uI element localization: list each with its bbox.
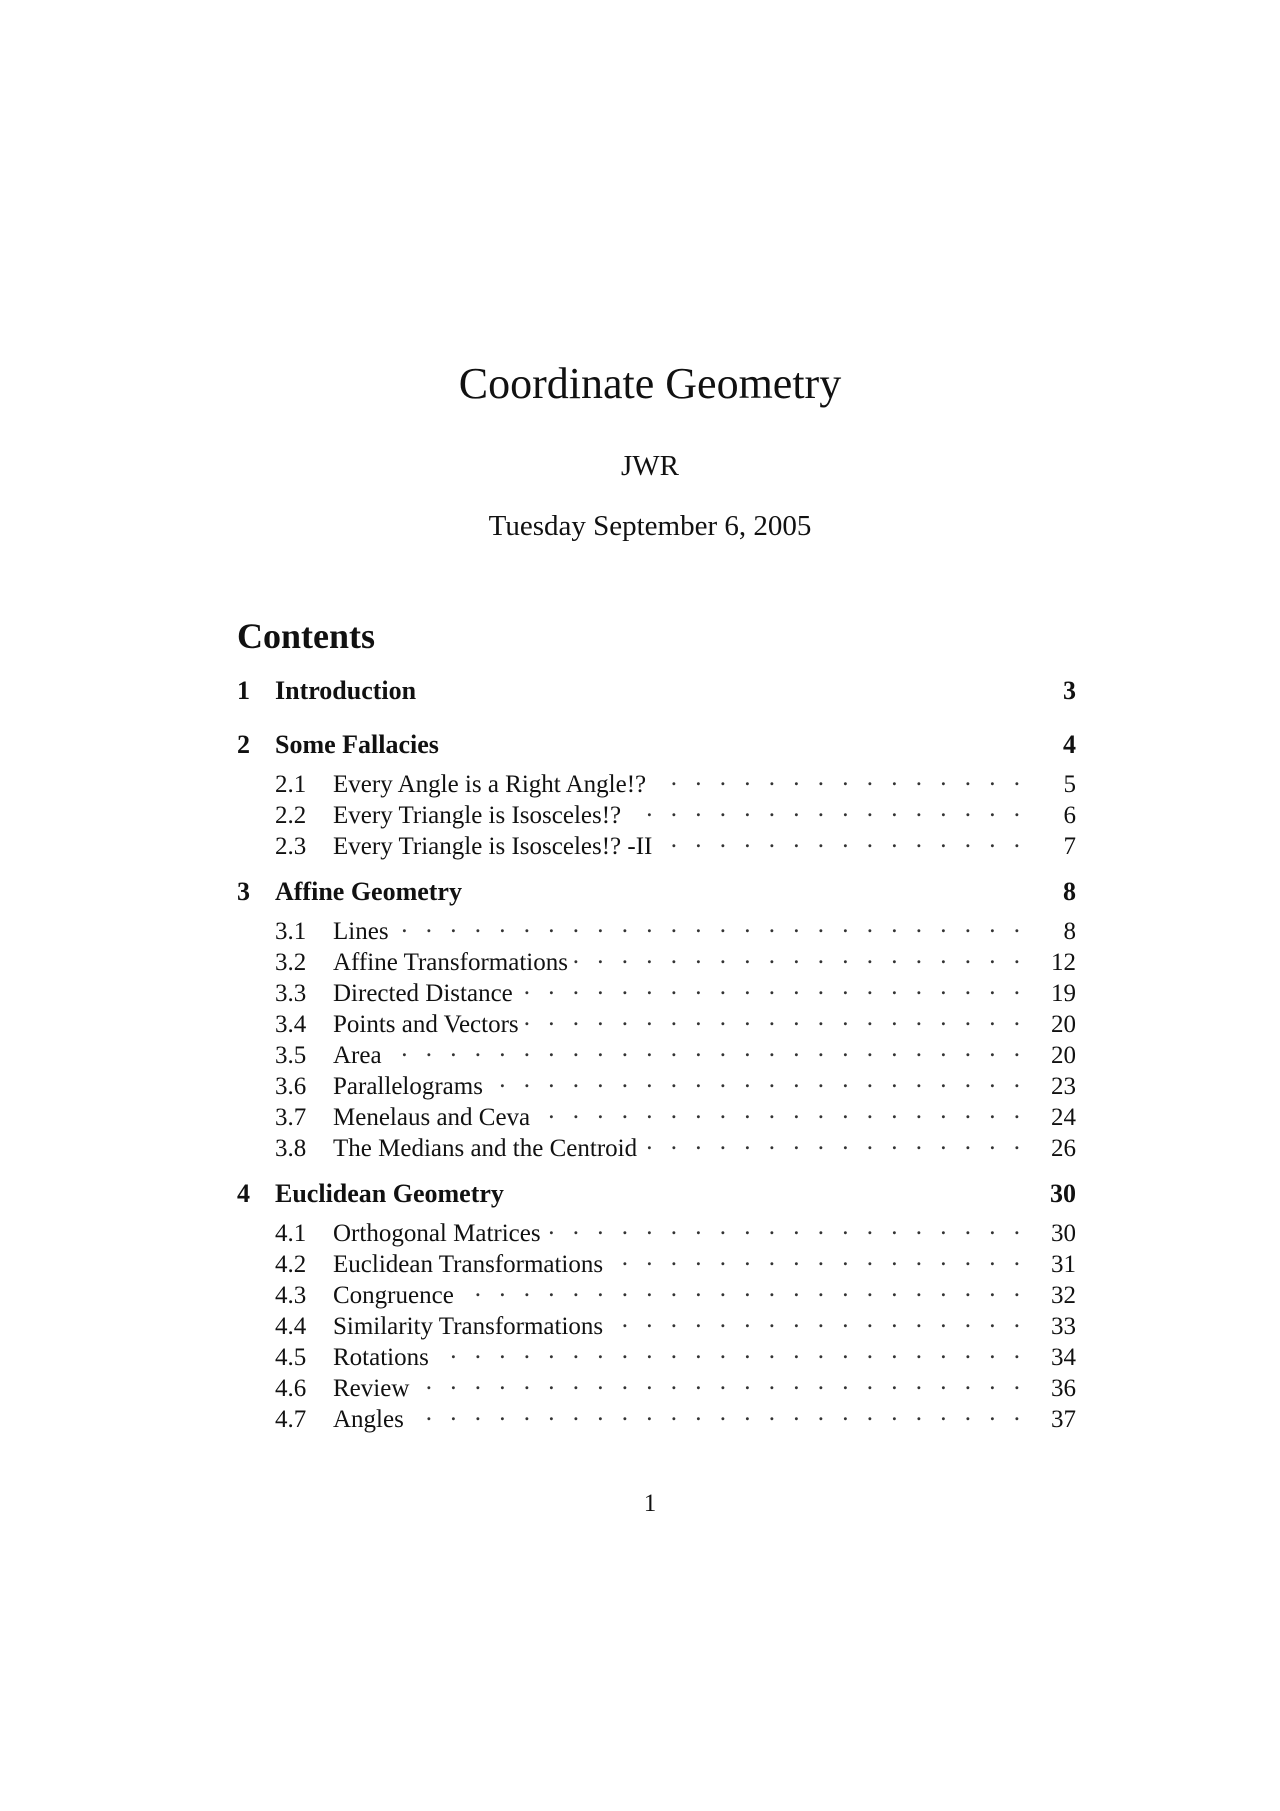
dot-leader <box>410 1399 1026 1427</box>
toc-subsection-page: 36 <box>1051 1375 1076 1402</box>
dot-leader <box>388 1035 1026 1063</box>
toc-subsection-page: 6 <box>1063 802 1076 829</box>
toc-subsection-page: 37 <box>1051 1406 1076 1433</box>
toc-section-page: 30 <box>1050 1179 1076 1208</box>
toc-subsection-title: Parallelograms <box>333 1073 483 1100</box>
toc-section-number: 2 <box>237 730 250 759</box>
toc-subsection-entry[interactable] <box>237 1337 1076 1371</box>
toc-subsection-title: The Medians and the Centroid <box>333 1135 638 1162</box>
toc-subsection-entry[interactable] <box>237 1004 1076 1038</box>
toc-subsection-number: 3.3 <box>275 980 307 1007</box>
dot-leader <box>525 1004 1026 1032</box>
dot-leader <box>609 1244 1026 1272</box>
page-number: 1 <box>643 1490 657 1517</box>
toc-subsection-entry[interactable] <box>237 1035 1076 1069</box>
toc-section-title: Introduction <box>275 676 417 705</box>
toc-section-number: 1 <box>237 676 250 705</box>
toc-subsection-page: 32 <box>1051 1282 1076 1309</box>
toc-subsection-number: 3.6 <box>275 1073 307 1100</box>
toc-section <box>237 730 1076 860</box>
toc-section-number: 3 <box>237 877 250 906</box>
table-of-contents <box>237 676 1076 1450</box>
toc-subsection-number: 4.3 <box>275 1282 307 1309</box>
dot-leader <box>395 911 1026 939</box>
toc-subsection-entry[interactable] <box>237 1128 1076 1162</box>
toc-subsection-number: 4.5 <box>275 1344 307 1371</box>
dot-leader <box>435 1337 1026 1365</box>
toc-subsection-number: 3.2 <box>275 949 307 976</box>
toc-subsection-page: 31 <box>1051 1251 1076 1278</box>
toc-subsection-entry[interactable] <box>237 1368 1076 1402</box>
toc-section-entry[interactable] <box>237 676 1076 710</box>
toc-subsection-entry[interactable] <box>237 1244 1076 1278</box>
toc-subsection-title: Directed Distance <box>333 980 513 1007</box>
toc-subsection-title: Affine Transformations <box>333 949 568 976</box>
toc-subsection-title: Rotations <box>333 1344 429 1371</box>
toc-subsection-page: 26 <box>1051 1135 1076 1162</box>
toc-subsection-entry[interactable] <box>237 1399 1076 1433</box>
toc-subsection-entry[interactable] <box>237 826 1076 860</box>
toc-subsection-title: Every Triangle is Isosceles!? <box>333 802 622 829</box>
toc-subsection-title: Points and Vectors <box>333 1011 519 1038</box>
toc-subsection-entry[interactable] <box>237 1306 1076 1340</box>
toc-subsection-title: Area <box>333 1042 382 1069</box>
toc-subsection-number: 4.2 <box>275 1251 307 1278</box>
toc-subsection-number: 4.7 <box>275 1406 307 1433</box>
toc-subsection-page: 20 <box>1051 1011 1076 1038</box>
dot-leader <box>547 1213 1026 1241</box>
toc-subsection-number: 4.4 <box>275 1313 307 1340</box>
dot-leader <box>574 942 1026 970</box>
toc-subsection-entry[interactable] <box>237 911 1076 945</box>
toc-subsection-number: 3.1 <box>275 918 307 945</box>
toc-subsection-title: Similarity Transformations <box>333 1313 604 1340</box>
toc-subsection-title: Lines <box>333 918 389 945</box>
toc-subsection-title: Angles <box>333 1406 404 1433</box>
dot-leader <box>609 1306 1026 1334</box>
dot-leader <box>519 973 1026 1001</box>
dot-leader <box>460 1275 1026 1303</box>
toc-subsection-entry[interactable] <box>237 973 1076 1007</box>
toc-subsection-entry[interactable] <box>237 764 1076 798</box>
toc-subsection-page: 8 <box>1063 918 1076 945</box>
toc-subsection-entry[interactable] <box>237 1275 1076 1309</box>
toc-section <box>237 676 1076 710</box>
toc-section-number: 4 <box>237 1179 250 1208</box>
toc-subsection-number: 3.8 <box>275 1135 307 1162</box>
toc-section-page: 4 <box>1063 730 1076 759</box>
toc-subsection-number: 2.2 <box>275 802 307 829</box>
toc-subsection-title: Euclidean Transformations <box>333 1251 604 1278</box>
toc-subsection-page: 33 <box>1051 1313 1076 1340</box>
document-title: Coordinate Geometry <box>458 359 842 408</box>
toc-subsection-page: 30 <box>1051 1220 1076 1247</box>
dot-leader <box>658 826 1026 854</box>
dot-leader <box>536 1097 1026 1125</box>
toc-subsection-page: 20 <box>1051 1042 1076 1069</box>
toc-subsection-title: Congruence <box>333 1282 454 1309</box>
toc-subsection-page: 34 <box>1051 1344 1076 1371</box>
toc-subsection-entry[interactable] <box>237 1066 1076 1100</box>
toc-subsection-number: 3.5 <box>275 1042 307 1069</box>
toc-subsection-page: 24 <box>1051 1104 1076 1131</box>
dot-leader <box>489 1066 1026 1094</box>
toc-section-title: Euclidean Geometry <box>275 1179 504 1208</box>
toc-section <box>237 877 1076 1162</box>
contents-heading: Contents <box>237 616 376 656</box>
toc-subsection-entry[interactable] <box>237 795 1076 829</box>
toc-section-page: 8 <box>1063 877 1076 906</box>
toc-subsection-number: 4.1 <box>275 1220 307 1247</box>
toc-section <box>237 1179 1076 1433</box>
toc-subsection-title: Orthogonal Matrices <box>333 1220 541 1247</box>
toc-subsection-page: 7 <box>1063 833 1076 860</box>
toc-subsection-title: Menelaus and Ceva <box>333 1104 531 1131</box>
dot-leader <box>643 1128 1026 1156</box>
toc-subsection-page: 23 <box>1051 1073 1076 1100</box>
toc-subsection-number: 3.4 <box>275 1011 307 1038</box>
dot-leader <box>652 764 1026 792</box>
toc-subsection-entry[interactable] <box>237 1097 1076 1131</box>
toc-subsection-title: Every Triangle is Isosceles!? -II <box>333 833 653 860</box>
toc-subsection-page: 5 <box>1063 771 1076 798</box>
toc-section-entry[interactable] <box>237 730 1076 764</box>
dot-leader <box>627 795 1026 823</box>
dot-leader <box>415 1368 1026 1396</box>
toc-subsection-page: 19 <box>1051 980 1076 1007</box>
document-author: JWR <box>621 450 679 482</box>
toc-subsection-number: 2.1 <box>275 771 307 798</box>
toc-subsection-title: Every Angle is a Right Angle!? <box>333 771 647 798</box>
toc-subsection-number: 3.7 <box>275 1104 307 1131</box>
toc-section-entry[interactable] <box>237 1179 1076 1213</box>
toc-section-entry[interactable] <box>237 877 1076 911</box>
toc-subsection-entry[interactable] <box>237 942 1076 976</box>
toc-subsection-entry[interactable] <box>237 1213 1076 1247</box>
toc-subsection-page: 12 <box>1051 949 1076 976</box>
toc-section-page: 3 <box>1063 676 1076 705</box>
toc-subsection-title: Review <box>333 1375 410 1402</box>
toc-section-title: Affine Geometry <box>275 877 462 906</box>
document-date: Tuesday September 6, 2005 <box>488 510 812 542</box>
toc-subsection-number: 2.3 <box>275 833 307 860</box>
toc-subsection-number: 4.6 <box>275 1375 307 1402</box>
toc-section-title: Some Fallacies <box>275 730 439 759</box>
